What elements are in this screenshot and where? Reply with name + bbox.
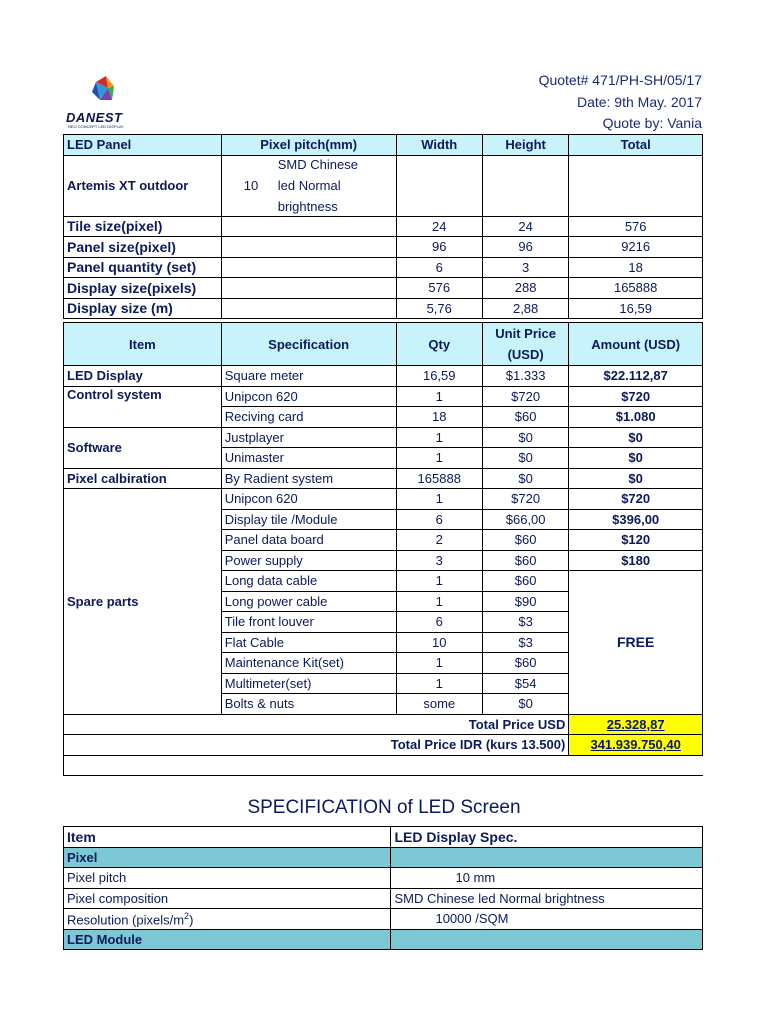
- table-row: [64, 366, 703, 387]
- spec-item: Pixel pitch: [64, 868, 391, 889]
- item-spec: Maintenance Kit(set): [221, 653, 396, 674]
- item-amount: $180: [569, 550, 703, 571]
- empty-cell: [482, 155, 568, 216]
- empty-row: [64, 755, 703, 776]
- row-label: Display size(pixels): [64, 278, 222, 299]
- table-row: [64, 468, 703, 489]
- item-name: Spare parts: [64, 489, 222, 715]
- table-row: [64, 237, 703, 258]
- item-unit-price: $720: [482, 489, 568, 510]
- product-name: Artemis XT outdoor: [64, 155, 222, 216]
- table-row: [64, 278, 703, 299]
- row-height: 288: [482, 278, 568, 299]
- col-specification: Specification: [221, 323, 396, 366]
- row-width: 96: [396, 237, 482, 258]
- spec-value: 10000 /SQM: [391, 909, 703, 930]
- item-name: Control system: [64, 386, 222, 427]
- logo-wordmark: DANEST: [66, 110, 123, 125]
- item-qty: 1: [396, 427, 482, 448]
- row-height: 2,88: [482, 298, 568, 319]
- row-label: Tile size(pixel): [64, 216, 222, 237]
- empty-cell: [221, 216, 396, 237]
- item-amount: $396,00: [569, 509, 703, 530]
- item-unit-price: $60: [482, 407, 568, 428]
- item-unit-price: $720: [482, 386, 568, 407]
- item-qty: 1: [396, 448, 482, 469]
- row-total: 165888: [569, 278, 703, 299]
- table-row: [64, 489, 703, 510]
- total-idr-row: [64, 735, 703, 756]
- table-row: [64, 868, 703, 889]
- item-unit-price: $60: [482, 530, 568, 551]
- item-qty: 1: [396, 673, 482, 694]
- item-qty: 165888: [396, 468, 482, 489]
- item-spec: Unipcon 620: [221, 489, 396, 510]
- row-label: Panel quantity (set): [64, 257, 222, 278]
- item-amount: $0: [569, 468, 703, 489]
- col-amount: Amount (USD): [569, 323, 703, 366]
- row-total: 16,59: [569, 298, 703, 319]
- item-qty: some: [396, 694, 482, 715]
- row-height: 24: [482, 216, 568, 237]
- item-spec: Long power cable: [221, 591, 396, 612]
- row-width: 24: [396, 216, 482, 237]
- item-amount: $0: [569, 427, 703, 448]
- section-label: LED Module: [64, 929, 391, 950]
- item-spec: Unimaster: [221, 448, 396, 469]
- item-unit-price: $3: [482, 612, 568, 633]
- table-row: [64, 888, 703, 909]
- spec-col-led: LED Display Spec.: [391, 827, 703, 848]
- item-spec: Reciving card: [221, 407, 396, 428]
- empty-cell: [64, 755, 703, 776]
- table-row: [64, 909, 703, 930]
- spec-item-text-end: ): [189, 911, 194, 927]
- item-spec: Long data cable: [221, 571, 396, 592]
- empty-cell: [391, 847, 703, 868]
- total-idr-label: Total Price IDR (kurs 13.500): [64, 735, 569, 756]
- spec-title: SPECIFICATION of LED Screen: [247, 797, 521, 818]
- item-qty: 1: [396, 571, 482, 592]
- item-unit-price: $0: [482, 694, 568, 715]
- total-idr-value: 341.939.750,40: [569, 735, 703, 756]
- col-pixel-pitch: Pixel pitch(mm): [221, 135, 396, 156]
- item-unit-price: $60: [482, 653, 568, 674]
- quote-date: Date: 9th May. 2017: [576, 94, 702, 110]
- row-width: 576: [396, 278, 482, 299]
- col-unit-price: [482, 323, 568, 366]
- section-label: Pixel: [64, 847, 391, 868]
- item-qty: 18: [396, 407, 482, 428]
- product-led-line2: led Normal: [277, 178, 341, 193]
- product-row: [64, 155, 703, 216]
- spec-item-resolution: [64, 909, 391, 930]
- item-unit-price: $0: [482, 468, 568, 489]
- spec-item: Pixel composition: [64, 888, 391, 909]
- item-name: Software: [64, 427, 222, 468]
- item-unit-price: $60: [482, 571, 568, 592]
- item-unit-price: $60: [482, 550, 568, 571]
- item-qty: 6: [396, 612, 482, 633]
- row-total: 9216: [569, 237, 703, 258]
- item-qty: 2: [396, 530, 482, 551]
- row-width: 6: [396, 257, 482, 278]
- quote-number: Quotet# 471/PH-SH/05/17: [538, 72, 702, 88]
- spec-value: SMD Chinese led Normal brightness: [391, 888, 703, 909]
- item-spec: Tile front louver: [221, 612, 396, 633]
- item-qty: 1: [396, 591, 482, 612]
- item-unit-price: $54: [482, 673, 568, 694]
- item-amount: $22.112,87: [569, 366, 703, 387]
- col-led-panel: LED Panel: [64, 135, 222, 156]
- item-amount: $720: [569, 386, 703, 407]
- product-led-line1: SMD Chinese: [277, 157, 358, 172]
- quote-author: Quote by: Vania: [602, 115, 702, 131]
- product-led-line3: brightness: [277, 199, 338, 214]
- item-unit-price: $1.333: [482, 366, 568, 387]
- empty-cell: [221, 298, 396, 319]
- item-unit-price: $0: [482, 448, 568, 469]
- spec-item-text: Resolution (pixels/m: [67, 911, 185, 927]
- col-height: Height: [482, 135, 568, 156]
- total-usd-label: Total Price USD: [64, 714, 569, 735]
- item-amount: $0: [569, 448, 703, 469]
- col-unit-price-line1: Unit Price: [495, 326, 556, 341]
- item-amount: $120: [569, 530, 703, 551]
- product-pitch-cell: [221, 155, 396, 216]
- total-usd-row: [64, 714, 703, 735]
- item-amount: $720: [569, 489, 703, 510]
- section-row-led-module: [64, 929, 703, 950]
- panel-table: [63, 134, 703, 319]
- item-name: Pixel calbiration: [64, 468, 222, 489]
- section-row-pixel: [64, 847, 703, 868]
- item-qty: 10: [396, 632, 482, 653]
- item-spec: Panel data board: [221, 530, 396, 551]
- spec-table: [63, 826, 703, 950]
- item-name: LED Display: [64, 366, 222, 387]
- row-height: 3: [482, 257, 568, 278]
- item-table: [63, 322, 703, 776]
- item-spec: By Radient system: [221, 468, 396, 489]
- row-label: Display size (m): [64, 298, 222, 319]
- table-row: [64, 427, 703, 448]
- item-qty: 1: [396, 653, 482, 674]
- col-width: Width: [396, 135, 482, 156]
- item-qty: 1: [396, 386, 482, 407]
- item-unit-price: $3: [482, 632, 568, 653]
- item-spec: Bolts & nuts: [221, 694, 396, 715]
- superscript: 2: [184, 910, 190, 921]
- row-width: 5,76: [396, 298, 482, 319]
- item-qty: 3: [396, 550, 482, 571]
- table-row: [64, 216, 703, 237]
- total-usd-value: 25.328,87: [569, 714, 703, 735]
- item-unit-price: $90: [482, 591, 568, 612]
- spec-value: 10 mm: [391, 868, 703, 889]
- item-table-header: [64, 323, 703, 366]
- free-label: FREE: [569, 571, 703, 715]
- item-spec: Display tile /Module: [221, 509, 396, 530]
- panel-table-header: [64, 135, 703, 156]
- item-spec: Square meter: [221, 366, 396, 387]
- item-spec: Justplayer: [221, 427, 396, 448]
- empty-cell: [396, 155, 482, 216]
- col-unit-price-line2: (USD): [507, 347, 544, 362]
- empty-cell: [221, 257, 396, 278]
- spec-col-item: Item: [64, 827, 391, 848]
- item-spec: Multimeter(set): [221, 673, 396, 694]
- spec-header: [64, 827, 703, 848]
- col-total: Total: [569, 135, 703, 156]
- item-unit-price: $66,00: [482, 509, 568, 530]
- empty-cell: [391, 929, 703, 950]
- row-total: 576: [569, 216, 703, 237]
- empty-cell: [569, 155, 703, 216]
- product-pitch: 10: [243, 178, 259, 193]
- table-row: [64, 386, 703, 407]
- item-spec: Unipcon 620: [221, 386, 396, 407]
- table-row: [64, 257, 703, 278]
- row-label: Panel size(pixel): [64, 237, 222, 258]
- item-amount: $1.080: [569, 407, 703, 428]
- col-qty: Qty: [396, 323, 482, 366]
- item-unit-price: $0: [482, 427, 568, 448]
- empty-cell: [221, 237, 396, 258]
- item-qty: 6: [396, 509, 482, 530]
- empty-cell: [221, 278, 396, 299]
- item-qty: 16,59: [396, 366, 482, 387]
- logo-tagline: NEO CONCEPT LED DISPLAY: [68, 124, 124, 129]
- row-height: 96: [482, 237, 568, 258]
- col-item: Item: [64, 323, 222, 366]
- item-spec: Flat Cable: [221, 632, 396, 653]
- row-total: 18: [569, 257, 703, 278]
- item-qty: 1: [396, 489, 482, 510]
- table-row: [64, 298, 703, 319]
- item-spec: Power supply: [221, 550, 396, 571]
